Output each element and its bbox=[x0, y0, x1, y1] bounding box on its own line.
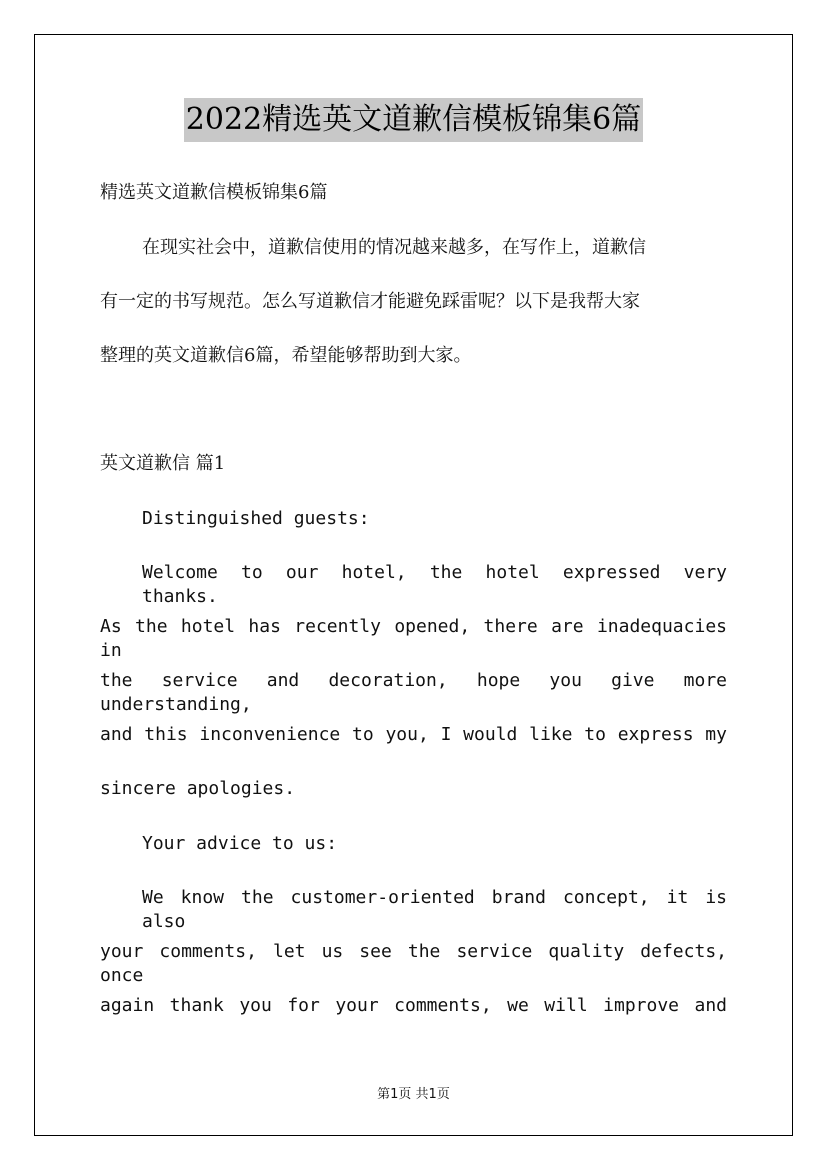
body-line-6: sincere apologies. bbox=[100, 778, 296, 799]
body-line-4: the service and decoration, hope you give more understanding, bbox=[100, 670, 727, 715]
body-line-10: again thank you for your comments, we will improve and bbox=[100, 995, 727, 1016]
title-container bbox=[0, 98, 827, 142]
body-line-8: We know the customer-oriented brand concept, it is also bbox=[142, 887, 727, 932]
body-line-2: Welcome to our hotel, the hotel expressed very thanks. bbox=[142, 562, 727, 607]
intro-line-1: 在现实社会中，道歉信使用的情况越来越多，在写作上，道歉信 bbox=[142, 237, 646, 258]
section-heading: 英文道歉信 篇1 bbox=[100, 453, 226, 474]
document-title: 2022精选英文道歉信模板锦集6篇 bbox=[184, 98, 643, 142]
intro-line-2: 有一定的书写规范。怎么写道歉信才能避免踩雷呢？以下是我帮大家 bbox=[100, 291, 640, 312]
document-subtitle: 精选英文道歉信模板锦集6篇 bbox=[100, 182, 328, 203]
body-line-3: As the hotel has recently opened, there are inadequacies in bbox=[100, 616, 727, 661]
intro-line-3: 整理的英文道歉信6篇，希望能够帮助到大家。 bbox=[100, 345, 472, 366]
page-footer: 第1页 共1页 bbox=[377, 1087, 450, 1102]
body-line-9: your comments, let us see the service quality defects, once bbox=[100, 941, 727, 986]
body-line-5: and this inconvenience to you, I would like to express my bbox=[100, 724, 727, 745]
body-line-salutation: Distinguished guests: bbox=[142, 508, 370, 529]
body-line-7: Your advice to us: bbox=[142, 833, 338, 854]
